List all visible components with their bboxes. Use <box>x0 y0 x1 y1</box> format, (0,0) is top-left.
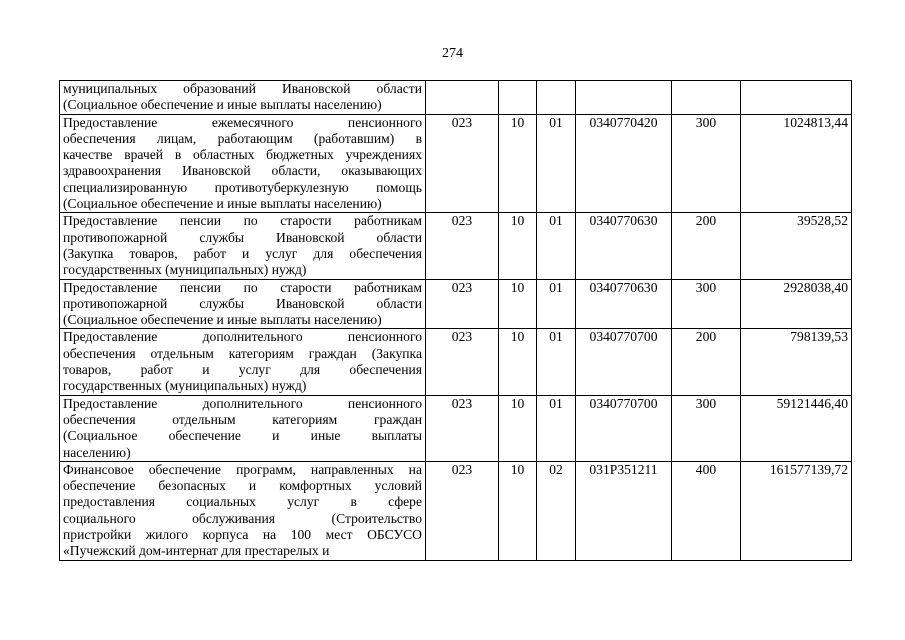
section-code-cell: 10 <box>499 114 537 213</box>
amount-cell: 39528,52 <box>741 213 852 279</box>
section-code-cell: 10 <box>499 461 537 560</box>
description-cell <box>60 329 426 395</box>
section-code-cell <box>499 81 537 115</box>
subsection-code-cell: 01 <box>537 213 576 279</box>
budget-table-body <box>60 81 852 561</box>
description-line: (Социальное обеспечение и иные выплаты населению) <box>63 196 382 212</box>
expense-type-cell: 400 <box>672 461 741 560</box>
description-line: (Социальное обеспечение и иные выплаты <box>63 428 422 444</box>
section-code-cell: 10 <box>499 329 537 395</box>
expense-type-cell: 200 <box>672 213 741 279</box>
amount-cell <box>741 81 852 115</box>
description-line: предоставления социальных услуг в сфере <box>63 494 422 510</box>
description-line: специализированную противотуберкулезную помощь <box>63 179 422 195</box>
subsection-code-cell: 01 <box>537 329 576 395</box>
table-row <box>60 279 852 329</box>
description-line: Финансовое обеспечение программ, направленных на <box>63 461 422 477</box>
table-row <box>60 213 852 279</box>
target-article-cell: 031Р351211 <box>576 461 672 560</box>
description-line: обеспечения отдельным категориям граждан (Закупка <box>63 345 422 361</box>
table-row <box>60 461 852 560</box>
description-line: товаров, работ и услуг для обеспечения <box>63 362 422 378</box>
description-line: противопожарной службы Ивановской области <box>63 229 422 245</box>
admin-code-cell <box>426 81 499 115</box>
page-number: 274 <box>442 46 463 61</box>
description-line: противопожарной службы Ивановской области <box>63 295 422 311</box>
table-row <box>60 114 852 213</box>
description-line: государственных (муниципальных) нужд) <box>63 378 307 394</box>
description-line: государственных (муниципальных) нужд) <box>63 262 307 278</box>
description-line: пристройки жилого корпуса на 100 мест ОБСУСО <box>63 527 422 543</box>
description-line: социального обслуживания (Строительство <box>63 510 422 526</box>
description-line: населению) <box>63 444 131 460</box>
amount-cell: 161577139,72 <box>741 461 852 560</box>
description-cell <box>60 81 426 115</box>
description-line: обеспечение безопасных и комфортных условий <box>63 478 422 494</box>
section-code-cell: 10 <box>499 279 537 329</box>
expense-type-cell: 300 <box>672 279 741 329</box>
target-article-cell: 0340770700 <box>576 329 672 395</box>
expense-type-cell <box>672 81 741 115</box>
expense-type-cell: 200 <box>672 329 741 395</box>
amount-cell: 59121446,40 <box>741 395 852 461</box>
description-line: (Социальное обеспечение и иные выплаты населению) <box>63 312 382 328</box>
description-line: муниципальных образований Ивановской области <box>63 81 422 96</box>
target-article-cell: 0340770700 <box>576 395 672 461</box>
table-row <box>60 329 852 395</box>
description-cell <box>60 395 426 461</box>
subsection-code-cell: 01 <box>537 114 576 213</box>
subsection-code-cell <box>537 81 576 115</box>
description-cell <box>60 213 426 279</box>
admin-code-cell: 023 <box>426 461 499 560</box>
section-code-cell: 10 <box>499 213 537 279</box>
budget-table <box>59 80 852 561</box>
description-cell <box>60 461 426 560</box>
description-line: Предоставление дополнительного пенсионного <box>63 395 422 411</box>
target-article-cell: 0340770630 <box>576 213 672 279</box>
table-row <box>60 395 852 461</box>
description-line: Предоставление пенсии по старости работникам <box>63 279 422 295</box>
admin-code-cell: 023 <box>426 329 499 395</box>
expense-type-cell: 300 <box>672 395 741 461</box>
description-line: здравоохранения Ивановской области, оказывающих <box>63 163 422 179</box>
admin-code-cell: 023 <box>426 114 499 213</box>
amount-cell: 2928038,40 <box>741 279 852 329</box>
description-line: обеспечения отдельным категориям граждан <box>63 411 422 427</box>
target-article-cell: 0340770630 <box>576 279 672 329</box>
description-line: Предоставление дополнительного пенсионного <box>63 329 422 345</box>
expense-type-cell: 300 <box>672 114 741 213</box>
admin-code-cell: 023 <box>426 395 499 461</box>
target-article-cell: 0340770420 <box>576 114 672 213</box>
amount-cell: 1024813,44 <box>741 114 852 213</box>
admin-code-cell: 023 <box>426 213 499 279</box>
subsection-code-cell: 01 <box>537 395 576 461</box>
description-line: (Социальное обеспечение и иные выплаты населению) <box>63 97 382 113</box>
description-cell <box>60 114 426 213</box>
admin-code-cell: 023 <box>426 279 499 329</box>
description-line: обеспечения лицам, работающим (работавшим) в <box>63 130 422 146</box>
description-line: «Пучежский дом-интернат для престарелых и <box>63 543 330 559</box>
section-code-cell: 10 <box>499 395 537 461</box>
description-line: качестве врачей в областных бюджетных учреждениях <box>63 147 422 163</box>
description-cell <box>60 279 426 329</box>
subsection-code-cell: 02 <box>537 461 576 560</box>
table-row <box>60 81 852 115</box>
description-line: (Закупка товаров, работ и услуг для обеспечения <box>63 245 422 261</box>
description-line: Предоставление пенсии по старости работникам <box>63 213 422 229</box>
amount-cell: 798139,53 <box>741 329 852 395</box>
target-article-cell <box>576 81 672 115</box>
description-line: Предоставление ежемесячного пенсионного <box>63 114 422 130</box>
subsection-code-cell: 01 <box>537 279 576 329</box>
